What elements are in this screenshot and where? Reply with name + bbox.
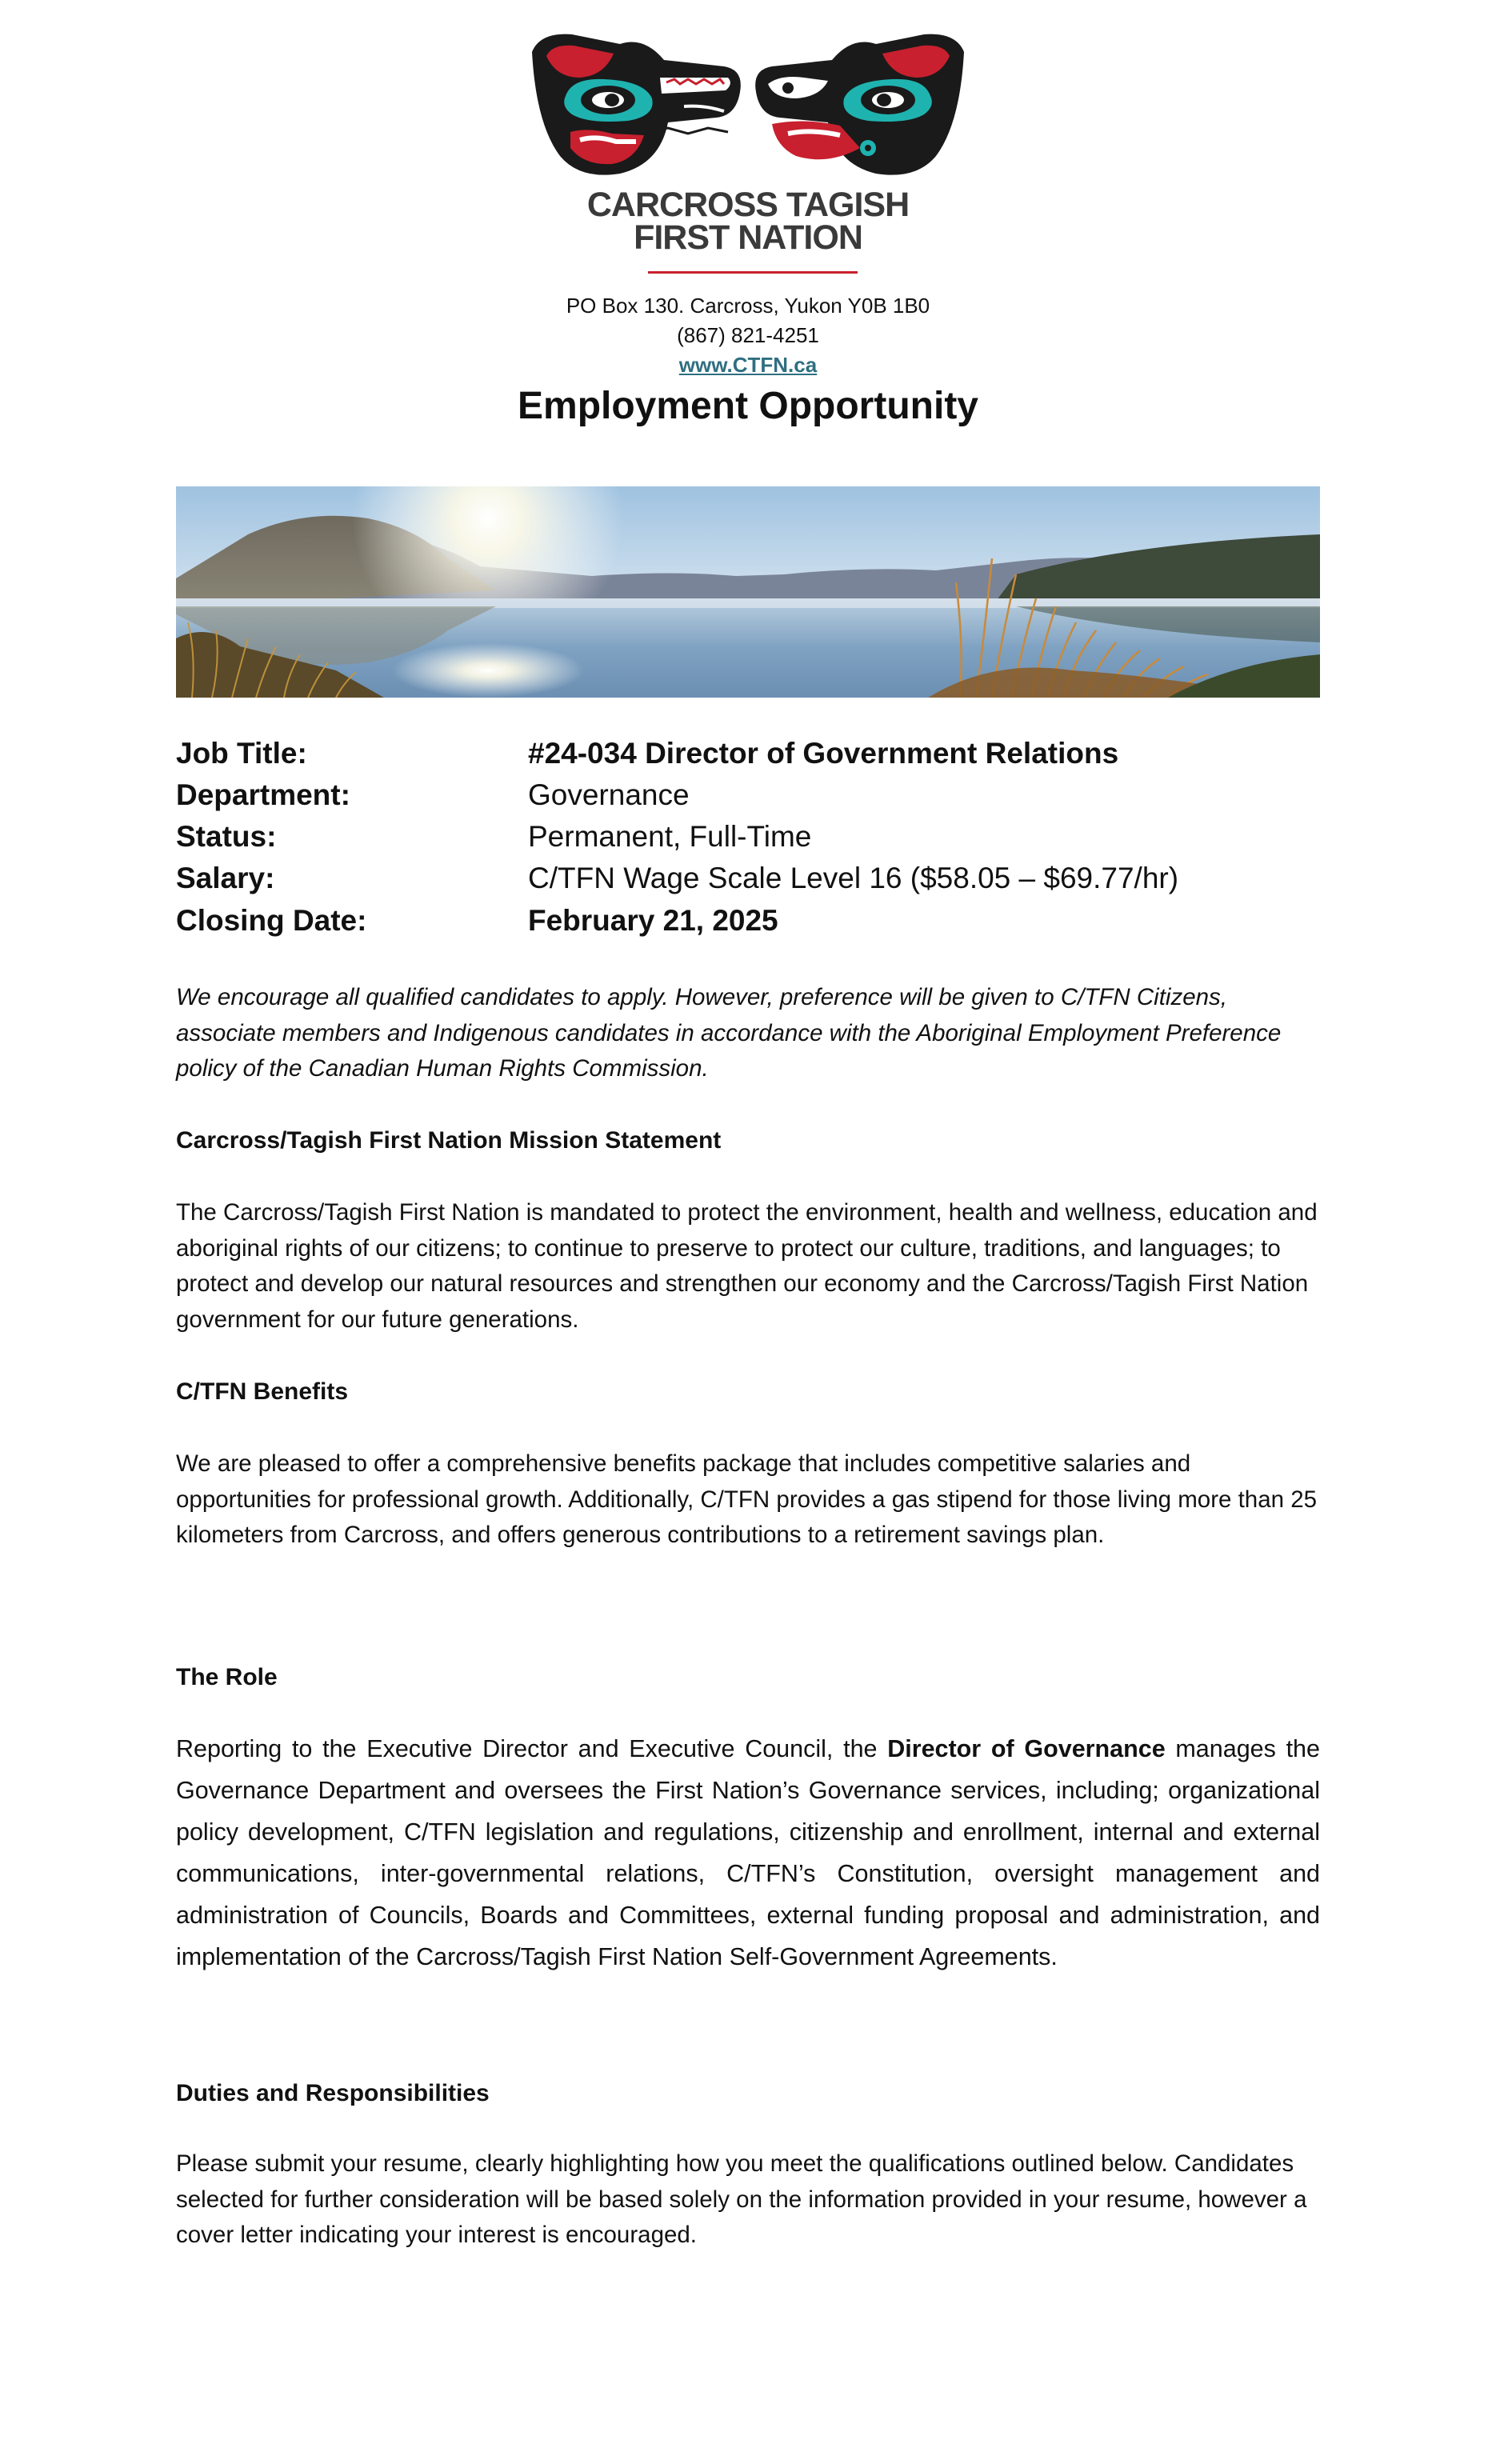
preference-statement: We encourage all qualified candidates to apply. However, preference will be given to C/TFN Citizens, associate members and Indigenous candidates in accordance with the Aboriginal Employment Preference policy of the Canadian Human Rights Commission. — [176, 984, 1282, 1082]
formline-heads-icon — [524, 28, 972, 188]
duties-body: Please submit your resume, clearly highlighting how you meet the qualifications outlined below. Candidates selected for further consideration will be based solely on the information provided in your resume, however a cover letter indicating your interest is encouraged. — [176, 2150, 1307, 2248]
salary-label: Salary: — [176, 862, 275, 894]
website-line — [0, 353, 1496, 377]
detail-row-salary — [176, 858, 1320, 898]
job-title-value: #24-034 Director of Government Relations — [528, 737, 1119, 770]
duties-heading: Duties and Responsibilities — [176, 2080, 490, 2106]
website-link[interactable]: www.CTFN.ca — [678, 353, 818, 377]
detail-row-job-title — [176, 734, 1320, 774]
role-body — [176, 1728, 1320, 1978]
logo-underline-divider — [648, 271, 858, 274]
closing-date-label: Closing Date: — [176, 904, 367, 937]
detail-row-closing-date — [176, 901, 1320, 941]
benefits-body: We are pleased to offer a comprehensive benefits package that includes competitive salaries and opportunities for professional growth. Additionally, C/TFN provides a gas stipend for those living more than 25 kilometers from Carcross, and offers generous contributions to a retirement savings plan. — [176, 1450, 1318, 1548]
role-body-details: manages the Governance Department and oversees the First Nation’s Governance services, including; organizational policy development, C/TFN legislation and regulations, citizenship and enrollment, internal and external communications, inter-governmental relations, C/TFN’s Constitution, oversight management and administration of Councils, Boards and Committees, external funding proposal and administration, and implementation of the Carcross/Tagish First Nation Self-Government Agreements. — [176, 1735, 1320, 1970]
benefits-heading: C/TFN Benefits — [176, 1378, 349, 1405]
mission-body: The Carcross/Tagish First Nation is mandated to protect the environment, health and wellness, education and aboriginal rights of our citizens; to continue to preserve to protect our culture, traditions, and languages; to protect and develop our natural resources and strengthen our economy and the Carcross/Tagish First Nation government for our future generations. — [176, 1199, 1318, 1333]
page-title: Employment Opportunity — [518, 385, 978, 427]
status-value: Permanent, Full-Time — [528, 820, 812, 853]
role-heading: The Role — [176, 1664, 278, 1690]
salary-value: C/TFN Wage Scale Level 16 ($58.05 – $69.77/hr) — [528, 862, 1179, 894]
closing-date-value: February 21, 2025 — [528, 904, 778, 937]
detail-row-department — [176, 775, 1320, 815]
department-label: Department: — [176, 778, 350, 811]
department-value: Governance — [528, 778, 690, 811]
right-head-icon — [755, 34, 964, 175]
left-head-icon — [532, 34, 741, 175]
role-body-intro: Reporting to the Executive Director and Executive Council, the — [176, 1735, 888, 1762]
mission-heading: Carcross/Tagish First Nation Mission Statement — [176, 1127, 722, 1154]
landscape-banner-image — [176, 486, 1320, 698]
phone-number: (867) 821-4251 — [677, 323, 819, 347]
ctfn-logo — [524, 28, 972, 188]
mailing-address: PO Box 130. Carcross, Yukon Y0B 1B0 — [566, 294, 930, 318]
detail-row-status — [176, 817, 1320, 857]
job-title-label: Job Title: — [176, 737, 307, 770]
status-label: Status: — [176, 820, 277, 853]
role-body-position: Director of Governance — [887, 1735, 1166, 1762]
org-name-line1: CARCROSS TAGISH — [586, 186, 910, 224]
org-name-line2: FIRST NATION — [634, 218, 862, 257]
